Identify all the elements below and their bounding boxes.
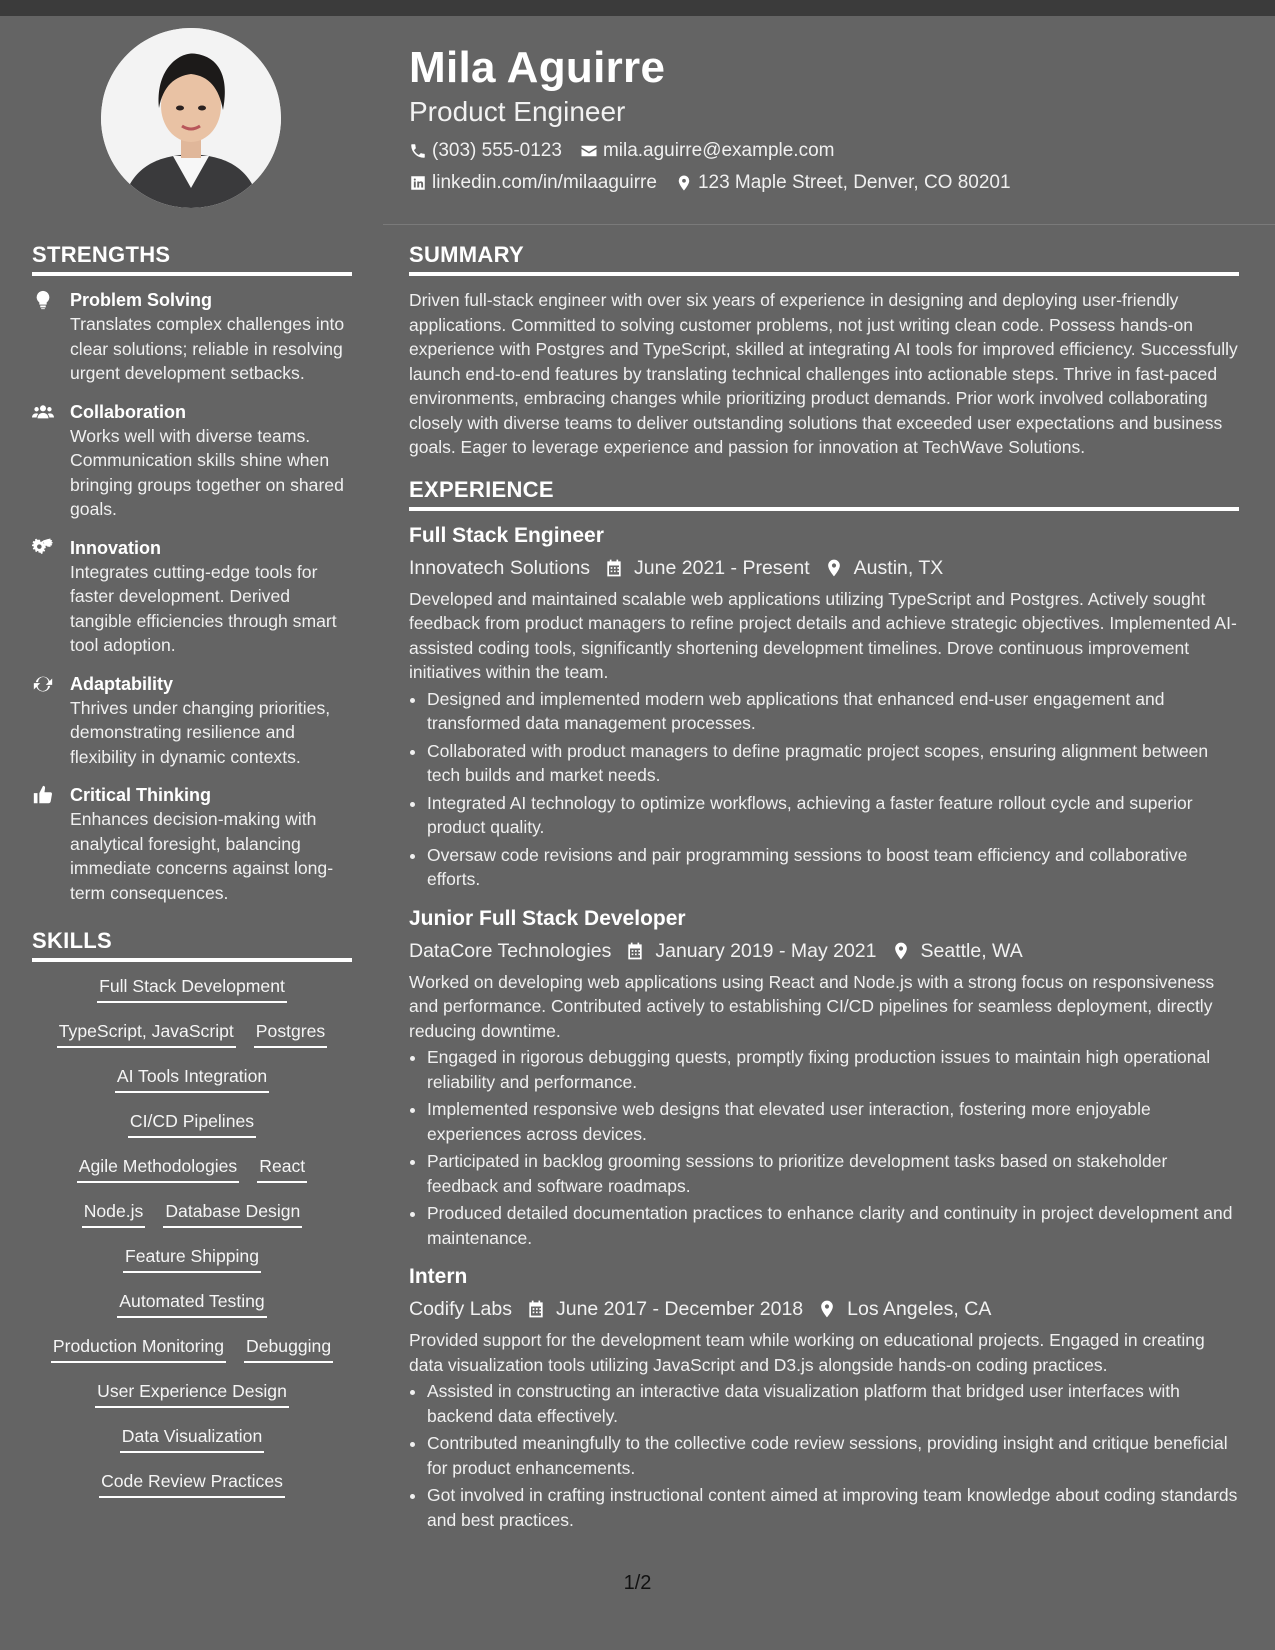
resume-header [409, 40, 1239, 204]
skill-tag: Feature Shipping [123, 1244, 261, 1273]
linkedin-text[interactable]: linkedin.com/in/milaaguirre [432, 172, 657, 193]
thumbs-up-icon [32, 784, 54, 806]
gears-icon [32, 537, 54, 559]
job-company: DataCore Technologies [409, 939, 612, 962]
strength-desc: Thrives under changing priorities, demonstrating resilience and flexibility in dynamic contexts. [70, 697, 331, 767]
skill-tag: User Experience Design [95, 1379, 289, 1408]
strength-item [32, 400, 352, 522]
job-title: Intern [409, 1265, 468, 1288]
job-meta [409, 938, 1239, 964]
email-contact[interactable] [580, 140, 835, 162]
strength-name: Critical Thinking [70, 785, 212, 805]
job-bullet: • Engaged in rigorous debugging quests, promptly fixing production issues to maintain high operational reliability and performance. [427, 1045, 1239, 1094]
skill-row [32, 1199, 352, 1244]
candidate-name: Mila Aguirre [409, 43, 666, 92]
skill-tag: AI Tools Integration [115, 1064, 269, 1093]
experience-heading: EXPERIENCE [409, 478, 1239, 511]
skill-row [32, 1469, 352, 1514]
page-number: 1/2 [623, 1572, 652, 1594]
job-bullet: • Implemented responsive web designs that elevated user interaction, fostering more enjoyable experiences across devices. [427, 1097, 1239, 1146]
skill-tag: Node.js [82, 1199, 146, 1228]
skill-tag: Code Review Practices [99, 1469, 285, 1498]
strength-name: Collaboration [70, 401, 186, 422]
strength-item [32, 783, 352, 905]
job-entry [409, 523, 1239, 892]
job-bullet: • Participated in backlog grooming sessions to prioritize development tasks based on stakeholder feedback and software roadmaps. [427, 1149, 1239, 1198]
strength-item [32, 288, 352, 386]
phone-icon [409, 142, 427, 160]
candidate-title: Product Engineer [409, 96, 626, 127]
linkedin-contact[interactable] [409, 172, 657, 194]
strength-item [32, 536, 352, 658]
job-bullet: • Oversaw code revisions and pair programming sessions to boost team efficiency and collaborative efforts. [427, 843, 1239, 892]
header-divider [383, 224, 1275, 225]
contact-line-2 [409, 172, 1239, 194]
calendar-icon [625, 941, 645, 961]
phone-contact [409, 140, 562, 162]
job-summary: Developed and maintained scalable web applications utilizing TypeScript and Postgres. Actively sought feedback from product managers to refine project details and achieve strategic objectives. Implemented AI-assisted coding tools, significantly shortening development timelines. Drove continuous improvement initiatives within the team. [409, 588, 1237, 682]
job-bullet: • Integrated AI technology to optimize workflows, achieving a faster feature rollout cycle and superior product quality. [427, 791, 1239, 840]
job-meta [409, 555, 1239, 581]
skill-row [32, 1154, 352, 1199]
job-company: Innovatech Solutions [409, 556, 591, 579]
contact-line-1 [409, 140, 1239, 162]
skill-tag: React [257, 1154, 307, 1183]
strength-desc: Translates complex challenges into clear solutions; reliable in resolving urgent development setbacks. [70, 314, 345, 383]
job-dates: June 2021 - Present [634, 556, 810, 579]
skill-row [32, 1424, 352, 1469]
job-bullet: • Collaborated with product managers to define pragmatic project scopes, ensuring alignment between tech builds and market needs. [427, 739, 1239, 788]
strength-name: Problem Solving [70, 290, 213, 310]
skill-row [32, 1064, 352, 1109]
refresh-icon [32, 673, 54, 695]
skill-tag: Automated Testing [117, 1289, 266, 1318]
map-pin-icon [817, 1299, 837, 1319]
envelope-icon [580, 142, 598, 160]
email-text[interactable]: mila.aguirre@example.com [602, 140, 835, 161]
skills-heading: SKILLS [32, 929, 352, 962]
job-summary: Worked on developing web applications using React and Node.js with a strong focus on responsiveness and performance. Contributed actively to establishing CI/CD pipelines for seamless deployment, directly reducing downtime. [409, 971, 1215, 1041]
lightbulb-icon [32, 289, 54, 311]
map-pin-icon [824, 558, 844, 578]
calendar-icon [526, 1299, 546, 1319]
map-pin-icon [891, 941, 911, 961]
summary-text: Driven full-stack engineer with over six years of experience in designing and deploying user-friendly applications. Committed to solving customer problems, not just writing clean code. Possess hands-on experience with Postgres and TypeScript, skilled at integrating AI tools for improved efficiency. Successfully launch end-to-end features by translating technical challenges into actionable steps. Thrive in fast-paced environments, embracing changes while prioritizing product demands. Prior work involved collaborating closely with diverse teams to deliver outstanding solutions that exceeded user expectations and business goals. Eager to leverage experience and passion for innovation at TechWave Solutions. [409, 290, 1238, 457]
job-bullets [409, 687, 1239, 892]
skill-tag: Full Stack Development [97, 974, 287, 1003]
address-text: 123 Maple Street, Denver, CO 80201 [697, 172, 1011, 193]
job-title: Junior Full Stack Developer [409, 906, 686, 930]
skill-row [32, 1289, 352, 1334]
address-contact [675, 172, 1011, 194]
strengths-heading: STRENGTHS [32, 243, 352, 276]
job-location: Los Angeles, CA [847, 1298, 992, 1320]
job-bullets [409, 1379, 1239, 1532]
summary-heading: SUMMARY [409, 243, 1239, 276]
job-company: Codify Labs [409, 1298, 512, 1320]
job-bullet: • Designed and implemented modern web applications that enhanced end-user engagement and transformed data management processes. [427, 687, 1239, 736]
top-bar [0, 0, 1275, 16]
job-title: Full Stack Engineer [409, 523, 604, 547]
skill-row [32, 1244, 352, 1289]
skill-tag: Data Visualization [120, 1424, 265, 1453]
profile-photo-image [101, 28, 281, 208]
job-bullet: • Got involved in crafting instructional content aimed at improving team knowledge about coding standards and best practices. [427, 1483, 1239, 1532]
skill-tag: CI/CD Pipelines [128, 1109, 256, 1138]
job-dates: June 2017 - December 2018 [555, 1298, 804, 1320]
job-location: Seattle, WA [920, 939, 1023, 962]
users-icon [32, 401, 54, 423]
job-entry [409, 1264, 1239, 1532]
skill-row [32, 1019, 352, 1064]
strength-desc: Enhances decision-making with analytical foresight, balancing immediate concerns against long-term consequences. [70, 809, 334, 903]
job-dates: January 2019 - May 2021 [655, 939, 877, 962]
skill-tag: Postgres [254, 1019, 327, 1048]
strength-desc: Integrates cutting-edge tools for faster development. Derived tangible efficiencies through smart tool adoption. [70, 561, 337, 655]
map-pin-icon [675, 174, 693, 192]
skill-tag: Debugging [244, 1334, 333, 1363]
calendar-icon [604, 558, 624, 578]
skill-row [32, 1334, 352, 1379]
strength-name: Innovation [70, 537, 161, 558]
skill-row [32, 974, 352, 1019]
job-summary: Provided support for the development team while working on educational projects. Engaged in creating data visualization tools utilizing JavaScript and D3.js alongside hands-on coding practices. [409, 1330, 1205, 1375]
job-bullet: • Contributed meaningfully to the collective code review sessions, providing insight and critique beneficial for product enhancements. [427, 1431, 1239, 1480]
strength-name: Adaptability [70, 673, 174, 694]
skill-tag: Database Design [163, 1199, 302, 1228]
main-column [409, 243, 1239, 1546]
profile-photo [101, 28, 281, 208]
linkedin-icon [409, 174, 427, 192]
skills-list [32, 974, 352, 1514]
job-bullet: • Produced detailed documentation practices to enhance clarity and continuity in project development and maintenance. [427, 1201, 1239, 1250]
skill-row [32, 1109, 352, 1154]
strength-item [32, 672, 352, 770]
phone-text: (303) 555-0123 [432, 140, 562, 161]
strength-desc: Works well with diverse teams. Communication skills shine when bringing groups together on shared goals. [70, 425, 344, 519]
skill-tag: TypeScript, JavaScript [57, 1019, 236, 1048]
skill-tag: Agile Methodologies [77, 1154, 239, 1183]
skill-row [32, 1379, 352, 1424]
skill-tag: Production Monitoring [51, 1334, 226, 1363]
job-meta [409, 1296, 1239, 1322]
sidebar [32, 243, 352, 1514]
job-entry [409, 906, 1239, 1251]
job-location: Austin, TX [853, 556, 944, 579]
job-bullets [409, 1045, 1239, 1250]
job-bullet: • Assisted in constructing an interactive data visualization platform that bridged user interfaces with backend data effectively. [427, 1379, 1239, 1428]
